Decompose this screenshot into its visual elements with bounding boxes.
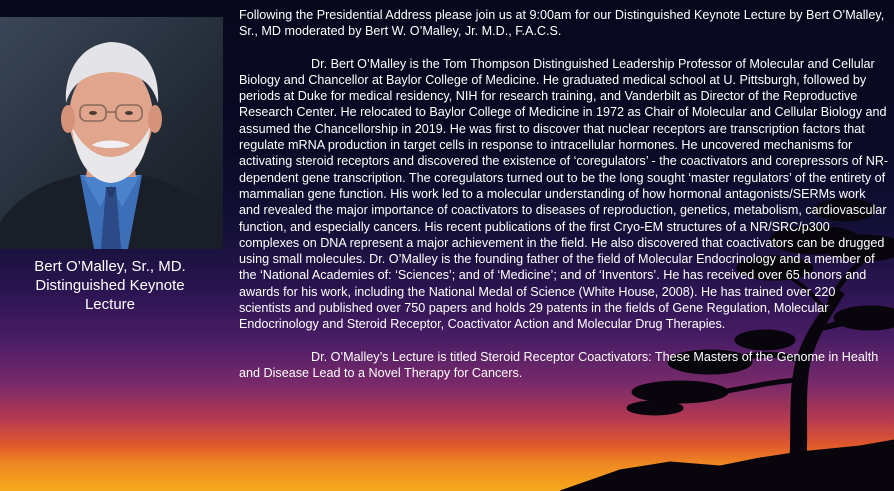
biography-paragraph: Dr. Bert O’Malley is the Tom Thompson Distinguished Leadership Professor of Molecular and Cellular Biology and Chancellor at Baylor College of Medicine. He graduated medical school at U. Pittsburgh, followed by periods at Duke for medical residency, NIH for research training, and Vanderbilt as Director of the Reproductive Research Center. He relocated to Baylor College of Medicine in 1972 as Chair of Molecular and Cellular Biology and assumed the Chancellorship in 2019. He was first to discover that nuclear receptors are transcription factors that regulate mRNA production in target cells in response to intracellular hormones. He uncovered mechanisms for activating steroid receptors and discovered the existence of ‘coregulators’ - the coactivators and corepressors of NR-dependent gene transcription. The coregulators turned out to be the long sought ‘master regulators’ of the entirety of mammalian gene function. His work led to a molecular understanding of how hormonal antagonists/SERMs work and revealed the major importance of coactivators to diseases of reproduction, genetics, metabolism, cardiovascular function, and especially cancers. His recent publications of the first Cryo-EM structures of a NR/SRC/p300 complexes on DNA represent a major achievement in the field. He also discovered that coactivators can be drugged using small molecules. Dr. O’Malley is the founding father of the field of Molecular Endocrinology and a member of the ‘National Academies of: ‘Sciences’; and of ‘Medicine’; and of ‘Inventors’. He has received over 65 honors and awards for his work, including the National Medal of Science (White House, 2008). He has trained over 220 scientists and published over 750 papers and holds 29 patents in the fields of Gene Regulation, Molecular Endocrinology and Steroid Receptor, Coactivator Action and Molecular Drug Therapies. (239, 56, 889, 332)
caption-title: Distinguished Keynote (35, 277, 185, 294)
speaker-caption (0, 257, 220, 314)
keynote-description (239, 7, 889, 381)
caption-title-cont: Lecture (84, 296, 136, 313)
lecture-title-paragraph: Dr. O’Malley’s Lecture is titled Steroid Receptor Coactivators: These Masters of the Genome in Health and Disease Lead to a Novel Therapy for Cancers. (239, 349, 879, 380)
caption-name: Bert O’Malley, Sr., MD. (34, 258, 186, 275)
portrait-image-icon (0, 17, 223, 249)
speaker-portrait (0, 17, 223, 249)
intro-paragraph: Following the Presidential Address please join us at 9:00am for our Distinguished Keynote Lecture by Bert O’Malley, Sr., MD moderated by Bert W. O’Malley, Jr. M.D., F.A.C.S. (239, 8, 885, 39)
